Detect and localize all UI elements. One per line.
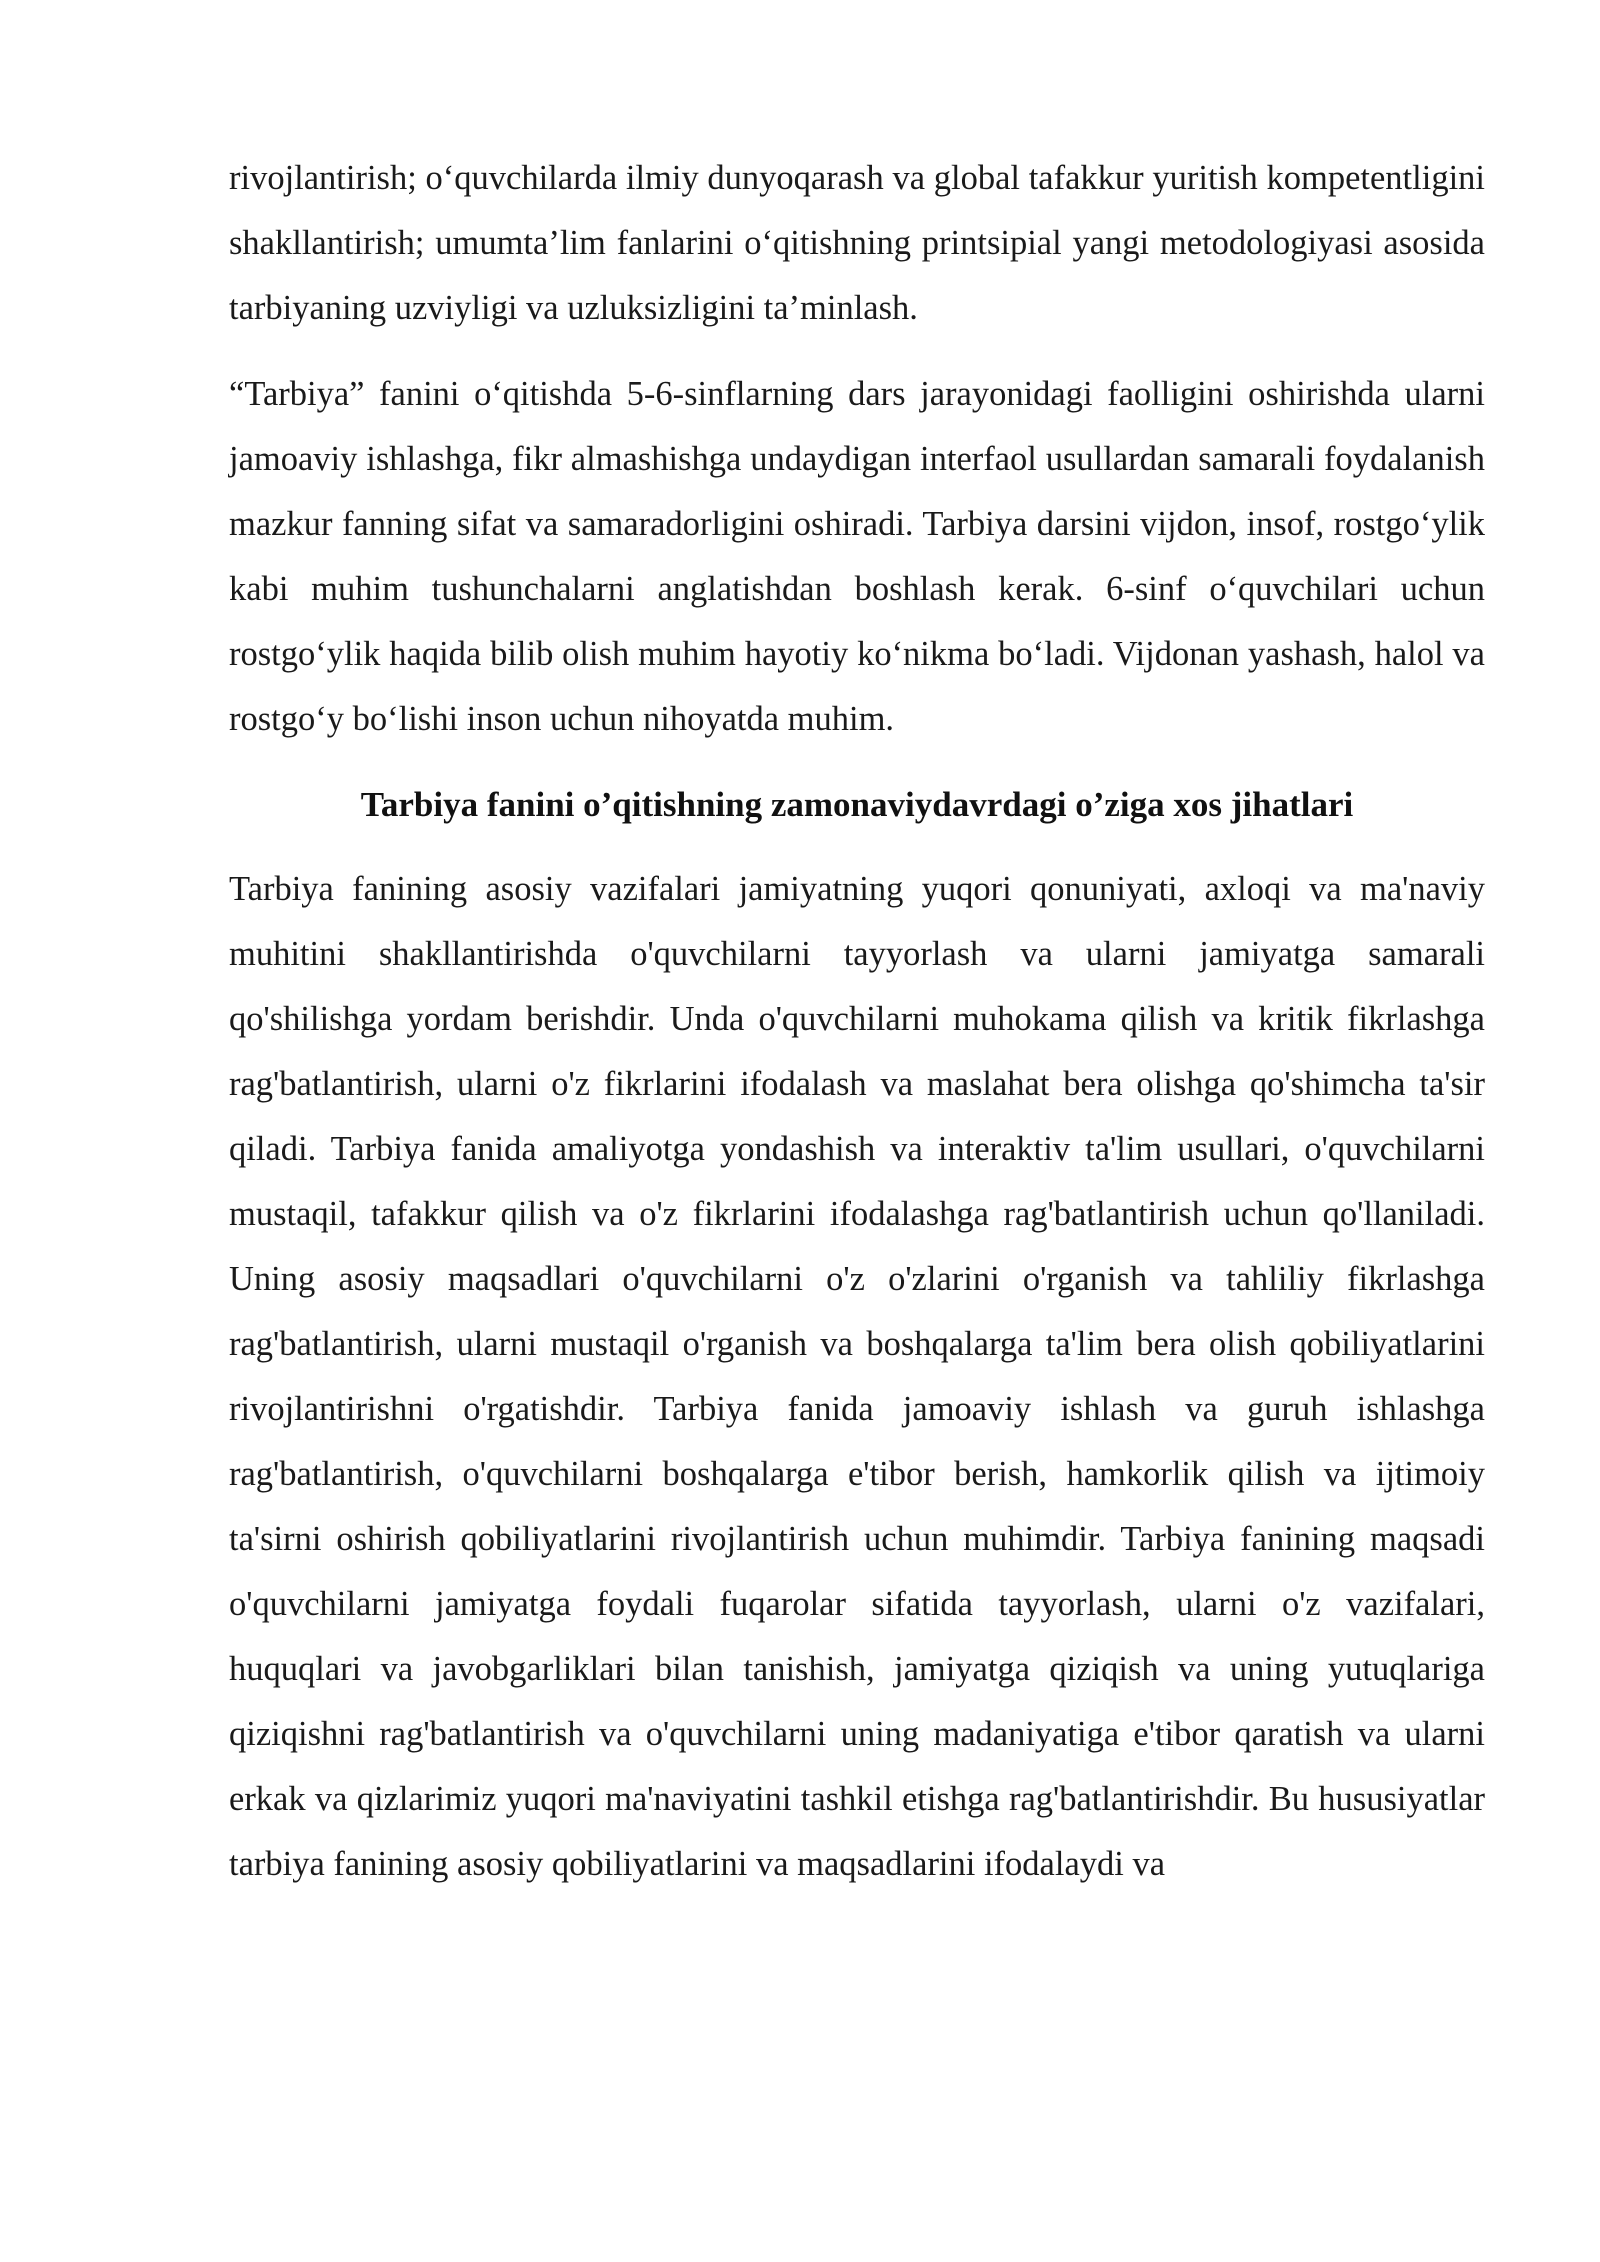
paragraph-intro: rivojlantirish; o‘quvchilarda ilmiy dunyoqarash va global tafakkur yuritish kompetentligini shakllantirish; umumta’lim fanlarini o‘qitishning printsipial yangi metodologiyasi asosida tarbiyaning uzviyligi va uzluksizligini ta’minlash. [229, 159, 1485, 327]
section-heading: Tarbiya fanini o’qitishning zamonaviydavrdagi o’ziga xos jihatlari [360, 785, 1354, 824]
text-column [229, 146, 1485, 1897]
paragraph-tarbiya-lesson: “Tarbiya” fanini o‘qitishda 5-6-sinflarning dars jarayonidagi faolligini oshirishda ularni jamoaviy ishlashga, fikr almashishga undaydigan interfaol usullardan samarali foydalanish mazkur fanning sifat va samaradorligini oshiradi. Tarbiya darsini vijdon, insof, rostgo‘ylik kabi muhim tushunchalarni anglatishdan boshlash kerak. 6-sinf o‘quvchilari uchun rostgo‘ylik haqida bilib olish muhim hayotiy ko‘nikma bo‘ladi. Vijdonan yashash, halol va rostgo‘y bo‘lishi inson uchun nihoyatda muhim. [229, 375, 1485, 738]
paragraph-tarbiya-goals: Tarbiya fanining asosiy vazifalari jamiyatning yuqori qonuniyati, axloqi va ma'naviy muhitini shakllantirishda o'quvchilarni tayyorlash va ularni jamiyatga samarali qo'shilishga yordam berishdir. Unda o'quvchilarni muhokama qilish va kritik fikrlashga rag'batlantirish, ularni o'z fikrlarini ifodalash va maslahat bera olishga qo'shimcha ta'sir qiladi. Tarbiya fanida amaliyotga yondashish va interaktiv ta'lim usullari, o'quvchilarni mustaqil, tafakkur qilish va o'z fikrlarini ifodalashga rag'batlantirish uchun qo'llaniladi. Uning asosiy maqsadlari o'quvchilarni o'z o'zlarini o'rganish va tahliliy fikrlashga rag'batlantirish, ularni mustaqil o'rganish va boshqalarga ta'lim bera olish qobiliyatlarini rivojlantirishni o'rgatishdir. Tarbiya fanida jamoaviy ishlash va guruh ishlashga rag'batlantirish, o'quvchilarni boshqalarga e'tibor berish, hamkorlik qilish va ijtimoiy ta'sirni oshirish qobiliyatlarini rivojlantirish uchun muhimdir. Tarbiya fanining maqsadi o'quvchilarni jamiyatga foydali fuqarolar sifatida tayyorlash, ularni o'z vazifalari, huquqlari va javobgarliklari bilan tanishish, jamiyatga qiziqish va uning yutuqlariga qiziqishni rag'batlantirish va o'quvchilarni uning madaniyatiga e'tibor qaratish va ularni erkak va qizlarimiz yuqori ma'naviyatini tashkil etishga rag'batlantirishdir. Bu hususiyatlar tarbiya fanining asosiy qobiliyatlarini va maqsadlarini ifodalaydi va [229, 870, 1485, 1883]
